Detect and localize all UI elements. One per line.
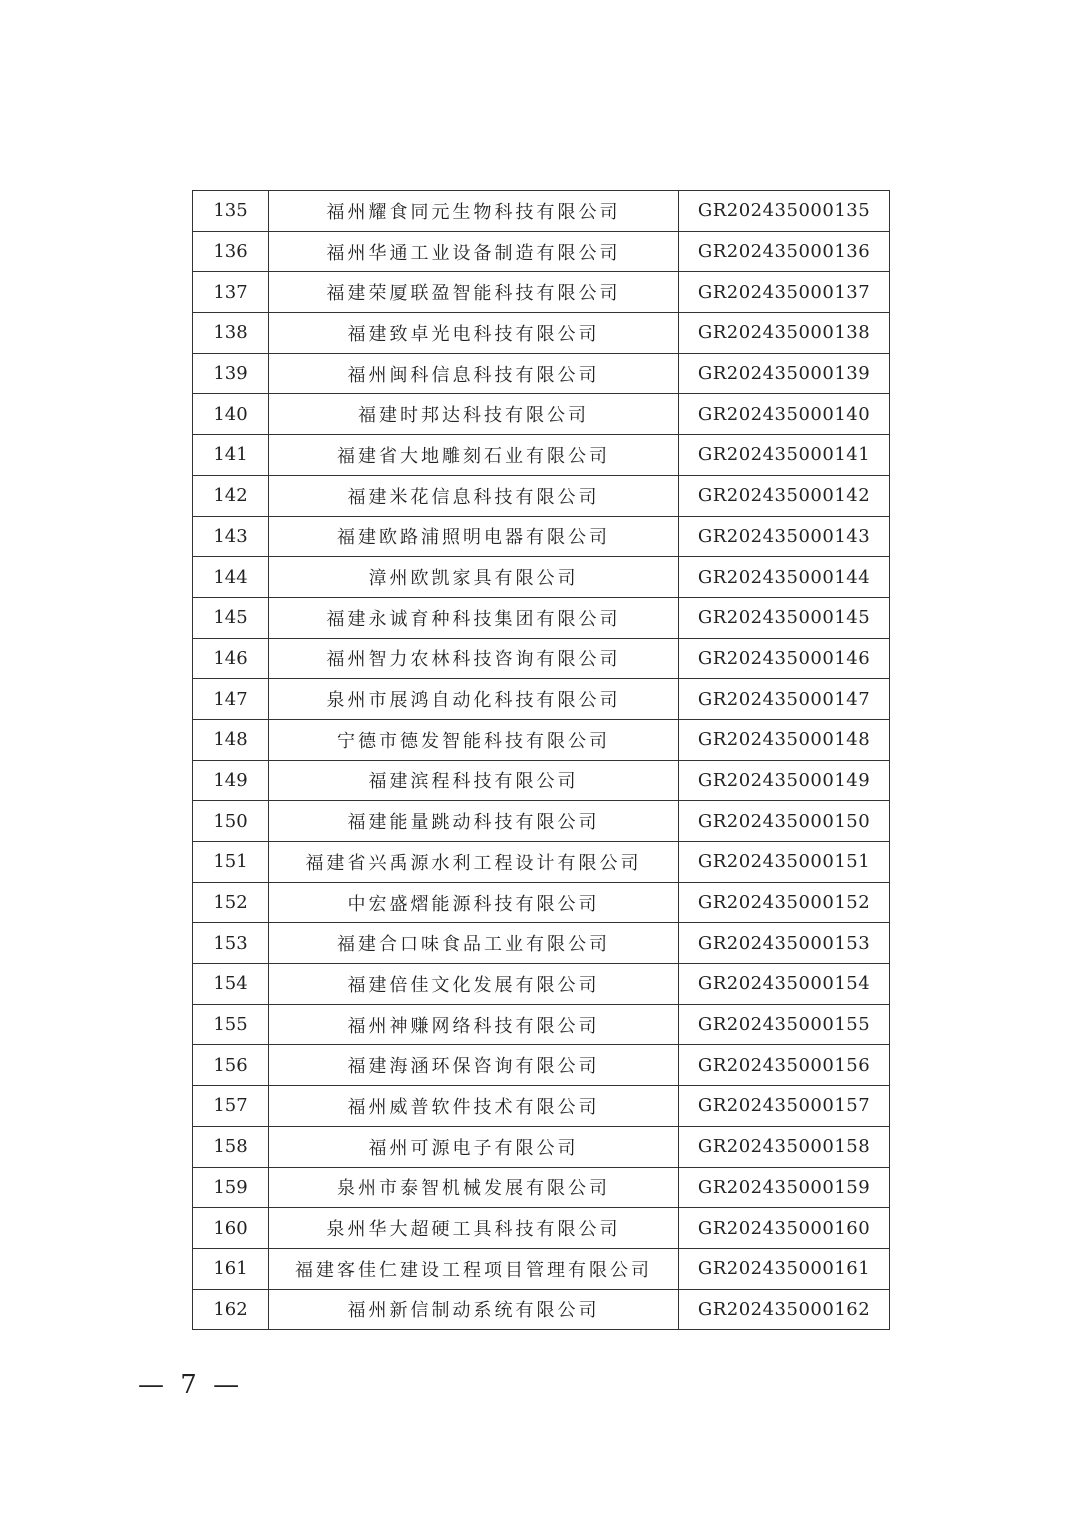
- row-number-cell: 141: [193, 435, 269, 476]
- table-row: [193, 394, 890, 435]
- row-number-cell: 143: [193, 516, 269, 557]
- company-table: [192, 190, 890, 1330]
- table-row: [193, 923, 890, 964]
- certificate-code-cell: GR202435000142: [679, 475, 890, 516]
- row-number-cell: 137: [193, 272, 269, 313]
- certificate-code-cell: GR202435000149: [679, 760, 890, 801]
- table-row: [193, 191, 890, 232]
- company-name-cell: 泉州市泰智机械发展有限公司: [269, 1167, 679, 1208]
- row-number-cell: 145: [193, 597, 269, 638]
- company-name-cell: 泉州华大超硬工具科技有限公司: [269, 1208, 679, 1249]
- company-name-cell: 福建客佳仁建设工程项目管理有限公司: [269, 1248, 679, 1289]
- table-row: [193, 475, 890, 516]
- certificate-code-cell: GR202435000159: [679, 1167, 890, 1208]
- row-number-cell: 155: [193, 1004, 269, 1045]
- company-name-cell: 中宏盛熠能源科技有限公司: [269, 882, 679, 923]
- company-name-cell: 福州威普软件技术有限公司: [269, 1086, 679, 1127]
- row-number-cell: 144: [193, 557, 269, 598]
- page-number: — 7 —: [138, 1370, 244, 1400]
- certificate-code-cell: GR202435000139: [679, 353, 890, 394]
- certificate-code-cell: GR202435000144: [679, 557, 890, 598]
- company-name-cell: 福州神赚网络科技有限公司: [269, 1004, 679, 1045]
- certificate-code-cell: GR202435000162: [679, 1289, 890, 1330]
- company-name-cell: 福建滨程科技有限公司: [269, 760, 679, 801]
- row-number-cell: 161: [193, 1248, 269, 1289]
- certificate-code-cell: GR202435000161: [679, 1248, 890, 1289]
- table-row: [193, 964, 890, 1005]
- row-number-cell: 136: [193, 231, 269, 272]
- table-row: [193, 719, 890, 760]
- certificate-code-cell: GR202435000151: [679, 842, 890, 883]
- row-number-cell: 151: [193, 842, 269, 883]
- certificate-code-cell: GR202435000154: [679, 964, 890, 1005]
- row-number-cell: 142: [193, 475, 269, 516]
- table-row: [193, 313, 890, 354]
- row-number-cell: 140: [193, 394, 269, 435]
- company-name-cell: 福建致卓光电科技有限公司: [269, 313, 679, 354]
- company-table-body: [193, 191, 890, 1330]
- company-name-cell: 福建米花信息科技有限公司: [269, 475, 679, 516]
- row-number-cell: 157: [193, 1086, 269, 1127]
- row-number-cell: 138: [193, 313, 269, 354]
- company-name-cell: 福建省大地雕刻石业有限公司: [269, 435, 679, 476]
- company-name-cell: 福建合口味食品工业有限公司: [269, 923, 679, 964]
- table-row: [193, 272, 890, 313]
- certificate-code-cell: GR202435000148: [679, 719, 890, 760]
- table-row: [193, 1167, 890, 1208]
- company-name-cell: 福州耀食同元生物科技有限公司: [269, 191, 679, 232]
- company-name-cell: 福州闽科信息科技有限公司: [269, 353, 679, 394]
- row-number-cell: 148: [193, 719, 269, 760]
- row-number-cell: 150: [193, 801, 269, 842]
- table-row: [193, 1289, 890, 1330]
- row-number-cell: 147: [193, 679, 269, 720]
- certificate-code-cell: GR202435000135: [679, 191, 890, 232]
- table-row: [193, 1248, 890, 1289]
- row-number-cell: 153: [193, 923, 269, 964]
- row-number-cell: 156: [193, 1045, 269, 1086]
- company-name-cell: 福建能量跳动科技有限公司: [269, 801, 679, 842]
- row-number-cell: 146: [193, 638, 269, 679]
- company-name-cell: 福州华通工业设备制造有限公司: [269, 231, 679, 272]
- table-row: [193, 638, 890, 679]
- table-row: [193, 231, 890, 272]
- certificate-code-cell: GR202435000152: [679, 882, 890, 923]
- certificate-code-cell: GR202435000158: [679, 1126, 890, 1167]
- table-row: [193, 679, 890, 720]
- company-name-cell: 宁德市德发智能科技有限公司: [269, 719, 679, 760]
- table-row: [193, 760, 890, 801]
- certificate-code-cell: GR202435000147: [679, 679, 890, 720]
- company-name-cell: 福州可源电子有限公司: [269, 1126, 679, 1167]
- company-name-cell: 福建省兴禹源水利工程设计有限公司: [269, 842, 679, 883]
- certificate-code-cell: GR202435000155: [679, 1004, 890, 1045]
- row-number-cell: 139: [193, 353, 269, 394]
- certificate-code-cell: GR202435000146: [679, 638, 890, 679]
- table-row: [193, 597, 890, 638]
- row-number-cell: 159: [193, 1167, 269, 1208]
- table-row: [193, 801, 890, 842]
- table-row: [193, 516, 890, 557]
- certificate-code-cell: GR202435000160: [679, 1208, 890, 1249]
- certificate-code-cell: GR202435000145: [679, 597, 890, 638]
- row-number-cell: 162: [193, 1289, 269, 1330]
- company-name-cell: 福建倍佳文化发展有限公司: [269, 964, 679, 1005]
- company-name-cell: 福州智力农林科技咨询有限公司: [269, 638, 679, 679]
- row-number-cell: 152: [193, 882, 269, 923]
- row-number-cell: 149: [193, 760, 269, 801]
- table-row: [193, 882, 890, 923]
- table-row: [193, 1208, 890, 1249]
- table-row: [193, 1004, 890, 1045]
- table-row: [193, 1126, 890, 1167]
- company-name-cell: 福州新信制动系统有限公司: [269, 1289, 679, 1330]
- company-name-cell: 福建时邦达科技有限公司: [269, 394, 679, 435]
- certificate-code-cell: GR202435000156: [679, 1045, 890, 1086]
- table-row: [193, 557, 890, 598]
- certificate-code-cell: GR202435000140: [679, 394, 890, 435]
- company-name-cell: 福建海涵环保咨询有限公司: [269, 1045, 679, 1086]
- company-name-cell: 漳州欧凯家具有限公司: [269, 557, 679, 598]
- row-number-cell: 154: [193, 964, 269, 1005]
- table-row: [193, 353, 890, 394]
- table-row: [193, 1086, 890, 1127]
- certificate-code-cell: GR202435000136: [679, 231, 890, 272]
- company-name-cell: 泉州市展鸿自动化科技有限公司: [269, 679, 679, 720]
- row-number-cell: 160: [193, 1208, 269, 1249]
- certificate-code-cell: GR202435000141: [679, 435, 890, 476]
- table-row: [193, 1045, 890, 1086]
- table-row: [193, 435, 890, 476]
- row-number-cell: 135: [193, 191, 269, 232]
- certificate-code-cell: GR202435000150: [679, 801, 890, 842]
- table-row: [193, 842, 890, 883]
- company-name-cell: 福建欧路浦照明电器有限公司: [269, 516, 679, 557]
- certificate-code-cell: GR202435000137: [679, 272, 890, 313]
- certificate-code-cell: GR202435000153: [679, 923, 890, 964]
- company-name-cell: 福建荣厦联盈智能科技有限公司: [269, 272, 679, 313]
- row-number-cell: 158: [193, 1126, 269, 1167]
- certificate-code-cell: GR202435000143: [679, 516, 890, 557]
- certificate-code-cell: GR202435000138: [679, 313, 890, 354]
- company-name-cell: 福建永诚育种科技集团有限公司: [269, 597, 679, 638]
- certificate-code-cell: GR202435000157: [679, 1086, 890, 1127]
